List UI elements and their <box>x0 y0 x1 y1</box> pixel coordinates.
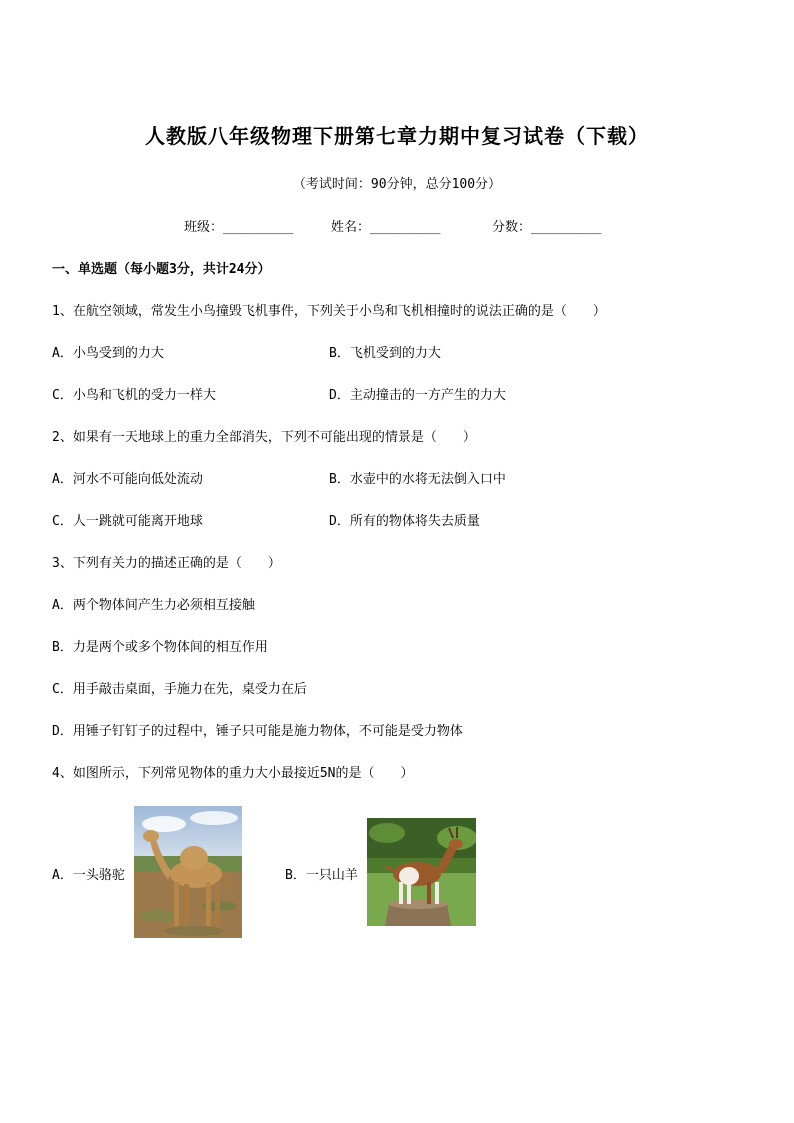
exam-info: （考试时间：90分钟，总分100分） <box>292 177 502 192</box>
class-field: 班级：_________ <box>184 220 294 235</box>
question-4-option-b[interactable]: B．一只山羊 <box>285 868 358 883</box>
question-1-option-b[interactable]: B．飞机受到的力大 <box>329 346 441 361</box>
question-3-stem: 3、下列有关力的描述正确的是（ ） <box>52 556 281 571</box>
score-field: 分数：_________ <box>492 220 602 235</box>
goat-photo <box>367 818 476 926</box>
question-1-stem: 1、在航空领域，常发生小鸟撞毁飞机事件，下列关于小鸟和飞机相撞时的说法正确的是（ ） <box>52 304 606 319</box>
question-2-stem: 2、如果有一天地球上的重力全部消失，下列不可能出现的情景是（ ） <box>52 430 476 445</box>
question-1-option-a[interactable]: A．小鸟受到的力大 <box>52 346 164 361</box>
question-3-option-b[interactable]: B．力是两个或多个物体间的相互作用 <box>52 640 268 655</box>
page-title: 人教版八年级物理下册第七章力期中复习试卷（下载） <box>145 124 649 148</box>
question-3-option-a[interactable]: A．两个物体间产生力必须相互接触 <box>52 598 255 613</box>
question-4-stem: 4、如图所示，下列常见物体的重力大小最接近5N的是（ ） <box>52 766 414 781</box>
question-2-option-c[interactable]: C．人一跳就可能离开地球 <box>52 514 203 529</box>
question-2-option-a[interactable]: A．河水不可能向低处流动 <box>52 472 203 487</box>
question-3-option-c[interactable]: C．用手敲击桌面，手施力在先，桌受力在后 <box>52 682 307 697</box>
question-1-option-d[interactable]: D．主动撞击的一方产生的力大 <box>329 388 506 403</box>
question-1-option-c[interactable]: C．小鸟和飞机的受力一样大 <box>52 388 216 403</box>
question-2-option-b[interactable]: B．水壶中的水将无法倒入口中 <box>329 472 506 487</box>
camel-photo <box>134 806 242 938</box>
question-4-option-a[interactable]: A．一头骆驼 <box>52 868 125 883</box>
section-heading: 一、单选题（每小题3分，共计24分） <box>52 262 271 277</box>
question-2-option-d[interactable]: D．所有的物体将失去质量 <box>329 514 480 529</box>
question-3-option-d[interactable]: D．用锤子钉钉子的过程中，锤子只可能是施力物体，不可能是受力物体 <box>52 724 463 739</box>
name-field: 姓名：_________ <box>331 220 441 235</box>
